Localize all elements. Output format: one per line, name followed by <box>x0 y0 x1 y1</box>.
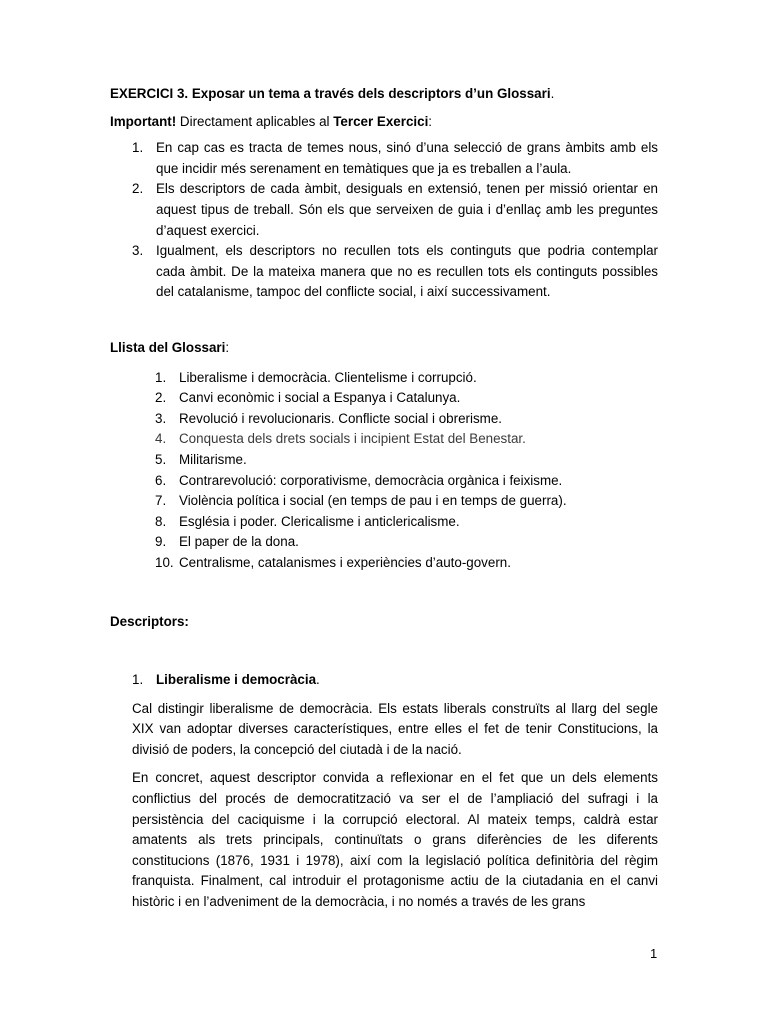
glossari-text: Liberalisme i democràcia. Clientelisme i corrupció. <box>179 369 477 385</box>
glossari-item <box>110 429 658 450</box>
glossari-text: Centralisme, catalanismes i experiències d’auto-govern. <box>179 554 511 570</box>
descriptor-title <box>110 670 658 691</box>
descriptor-paragraph: Cal distingir liberalisme de democràcia. Els estats liberals construïts al llarg del segle XIX van adoptar diverses característiques, entre elles el fet de tenir Constitucions, la divisió de poders, la concepció del ciutadà i de la nació. <box>132 700 658 757</box>
descriptor-title-end: . <box>316 672 320 688</box>
important-text-after: : <box>428 113 433 129</box>
rule-item <box>110 241 658 303</box>
glossari-text: Militarisme. <box>179 451 247 467</box>
important-label: Important! <box>110 113 177 129</box>
descriptor-paragraph: En concret, aquest descriptor convida a reflexionar en el fet que un dels elements conflictius del procés de democratització va ser el de l’ampliació del sufragi i la persistència del caciquisme i la corrupció electoral. Al mateix temps, caldrà estar amatents als trets principals, continuïtats o grans diferències de les diferents constitucions (1876, 1931 i 1978), així com la legislació política definitòria del règim franquista. Finalment, cal introduir el protagonisme actiu de la ciutadania en el canvi històric i en l’adveniment de la democràcia, i no només a través de les grans <box>132 770 658 909</box>
rule-text: Els descriptors de cada àmbit, desiguals en extensió, tenen per missió orientar en aquest tipus de treball. Són els que serveixen de guia i d’enllaç amb les preguntes d’aquest exercici. <box>156 181 658 238</box>
glossari-number: 1. <box>155 369 167 385</box>
glossari-text: Violència política i social (en temps de pau i en temps de guerra). <box>179 493 567 509</box>
rule-number: 1. <box>132 140 144 156</box>
descriptor-title-text: Liberalisme i democràcia <box>156 672 317 688</box>
descriptors-heading-text: Descriptors: <box>110 614 189 630</box>
glossari-text: Canvi econòmic i social a Espanya i Catalunya. <box>179 390 461 406</box>
exercise-title-end: . <box>550 86 555 101</box>
important-bold-text: Tercer Exercici <box>333 113 429 129</box>
glossari-item <box>110 368 658 389</box>
glossari-number: 10. <box>155 554 174 570</box>
glossari-number: 5. <box>155 451 167 467</box>
glossari-number: 6. <box>155 472 167 488</box>
glossari-text: Contrarevolució: corporativisme, democràcia orgànica i feixisme. <box>179 472 563 488</box>
glossari-text: El paper de la dona. <box>179 534 299 550</box>
descriptor-number: 1. <box>132 672 144 688</box>
exercise-title <box>110 84 658 105</box>
glossari-number: 8. <box>155 513 167 529</box>
glossari-heading-end: : <box>225 339 230 355</box>
glossari-item <box>110 388 658 409</box>
glossari-number: 4. <box>155 431 167 447</box>
glossari-item <box>110 471 658 492</box>
glossari-text: Conquesta dels drets socials i incipient Estat del Benestar. <box>179 431 526 447</box>
glossari-number: 3. <box>155 410 167 426</box>
glossari-text: Revolució i revolucionaris. Conflicte social i obrerisme. <box>179 410 502 426</box>
document-body <box>110 84 658 913</box>
rule-item <box>110 179 658 241</box>
glossari-item <box>110 512 658 533</box>
glossari-item <box>110 491 658 512</box>
glossari-item <box>110 532 658 553</box>
page-number: 1 <box>650 946 658 961</box>
glossari-item <box>110 409 658 430</box>
important-text-before: Directament aplicables al <box>176 113 334 129</box>
important-note <box>110 112 658 133</box>
glossari-item <box>110 450 658 471</box>
exercise-title-text: EXERCICI 3. Exposar un tema a través dels descriptors d’un Glossari <box>110 86 551 101</box>
glossari-number: 7. <box>155 493 167 509</box>
glossari-text: Església i poder. Clericalisme i anticlericalisme. <box>179 513 460 529</box>
rule-text: En cap cas es tracta de temes nous, sinó d’una selecció de grans àmbits amb els que incidir més serenament en temàtiques que ja es treballen a l’aula. <box>156 140 658 176</box>
glossari-item <box>110 553 658 574</box>
glossari-number: 2. <box>155 390 167 406</box>
rules-list <box>110 138 658 303</box>
glossari-heading <box>110 338 658 359</box>
glossari-list <box>110 368 658 574</box>
rule-item <box>110 138 658 179</box>
glossari-number: 9. <box>155 534 167 550</box>
rule-number: 3. <box>132 243 144 259</box>
descriptors-heading <box>110 612 658 633</box>
rule-number: 2. <box>132 181 144 197</box>
glossari-heading-text: Llista del Glossari <box>110 339 226 355</box>
rule-text: Igualment, els descriptors no recullen tots els continguts que podria contemplar cada àmbit. De la mateixa manera que no es recullen tots els continguts possibles del catalanisme, tampoc del conflicte social, i així successivament. <box>156 243 658 300</box>
